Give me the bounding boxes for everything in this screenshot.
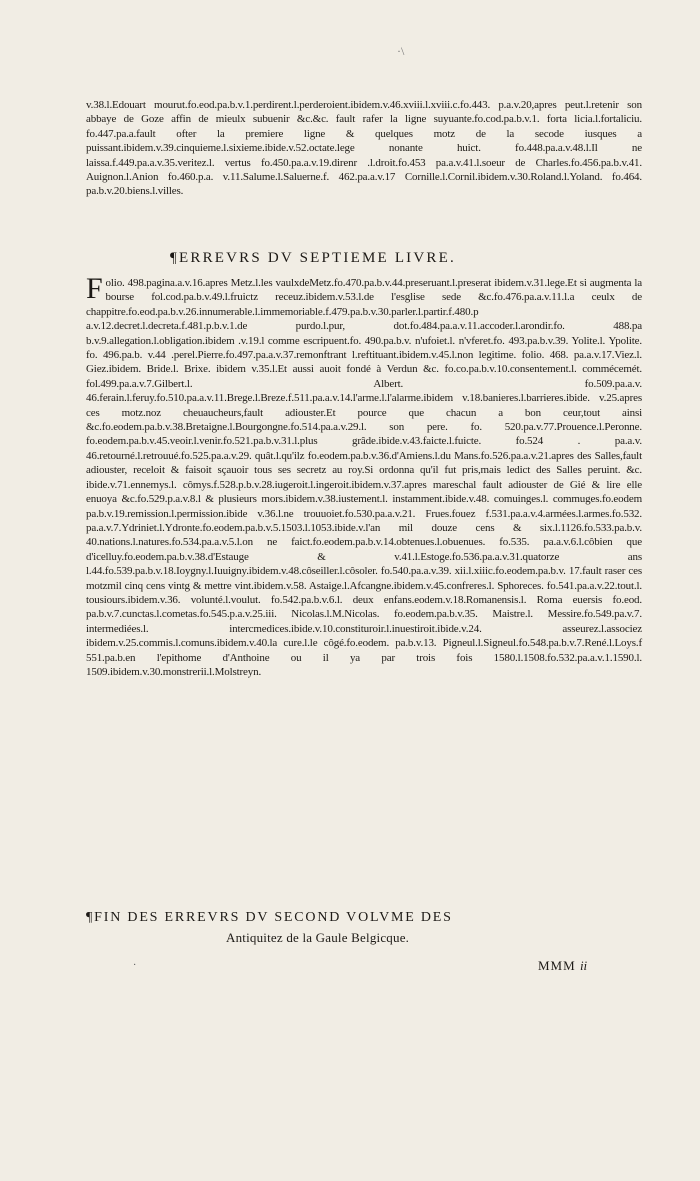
closing-subtitle: Antiquitez de la Gaule Belgicque.	[226, 930, 410, 945]
errata-section-seventh-book	[86, 272, 642, 679]
printer-signature	[538, 958, 587, 974]
errata-text-seventh-book: olio. 498.pagina.a.v.16.apres Metz.l.les vaulxdeMetz.fo.470.pa.b.v.44.preseruant.l.preserat ibidem.v.31.lege.Et si augmenta la bourse fol.cod.pa.b.v.49.l.fruictz receuz.ibidem.v.53.l.de l'esglise sede &c.fo.476.pa.a.v.11.l.a ceulx de chappitre.fo.eod.pa.b.v.26.innumerable.l.immemoriable.f.479.pa.b.v.30.parler.l.partir.f.480.p a.v.12.decret.l.decreta.f.481.p.b.v.1.de purdo.l.pur, dot.fo.484.pa.a.v.11.accoder.l.arondir.fo. 488.pa b.v.9.allegation.l.obligation.ibidem .v.19.l comme escripuent.fo. 490.pa.b.v. n'ufoiet.l. n'vferet.fo. 493.pa.b.v.39. Yolite.l. Ypolite. fo. 496.pa.b. v.44 .perel.Pierre.fo.497.pa.a.v.37.remonftrant l.reftituant.ibidem.v.45.l.non legitime. folio. 468. pa.a.v.17.Viez.l. Giez.ibidem. Bride.l. Brixe. ibidem v.35.l.Et aussi auoit fondé à Verdun &c. fo.co.pa.b.v.10.consentement.l. commécemét. fol.499.pa.a.v.7.Gilbert.l. Albert. fo.509.pa.a.v. 46.ferain.l.feruy.fo.510.pa.a.v.11.Brege.l.Breze.f.511.pa.a.v.14.l'arme.l.l'alarme.ibidem v.18.banieres.l.barrieres.ibide. v.25.apres ces motz.noz cheuaucheurs,fault adiouster.Et pource que chacun a bon ceur,tout ainsi &c.fo.eodem.pa.b.v.38.Bretaigne.l.Bourgongne.fo.514.pa.a.v.29.l. son pere. fo. 520.pa.v.77.Prouence.l.Peronne. fo.eodem.pa.b.v.45.veoir.l.venir.fo.521.pa.b.v.31.l.plus grâde.ibide.v.43.faicte.l.fuicte. fo.524 . pa.a.v. 46.retourné.l.retrouué.fo.525.pa.a.v.29. quât.l.qu'ilz fo.eodem.pa.b.v.36.d'Amiens.l.du Mans.fo.526.pa.a.v.21.apres des Salles,fault adiouster, receloit & faisoit sçauoir tous ses secretz au roy.Si ordonna qu'il fut pris,mais ledict des Salles peruint. &c. ibide.v.71.ennemys.l. cômys.f.528.p.b.v.28.iugeroit.l.ingeroit.ibidem.v.37.apres mareschal fault adiouster de Gié & lire elle enuoya &c.fo.529.p.a.v.8.l & plusieurs mors.ibidem.v.38.iustement.l. instamment.ibide.v.48. comuinges.l. commuges.fo.eodem pa.b.v.19.remission.l.permission.ibide v.36.l.ne trouuoiet.fo.530.pa.a.v.21. Frues.fouez f.531.pa.a.v.4.armées.l.armes.fo.532. pa.a.v.7.Ydriniet.l.Ydronte.fo.eodem.pa.b.v.5.1503.l.1053.ibide.v.l'an mil douze cens & six.l.1126.fo.533.pa.b.v. 40.nations.l.natures.fo.534.pa.a.v.5.l.on ne faict.fo.eodem.pa.b.v.14.obtenues.l.obuenues. fo.535. pa.a.v.6.l.côbien que d'icelluy.fo.eodem.pa.b.v.38.d'Estauge & v.41.l.Estoge.fo.536.pa.a.v.31.quatorze ans l.44.fo.539.pa.b.v.18.Ioygny.l.Iuuigny.ibidem.v.48.côseiller.l.côsoler. fo.540.pa.a.v.39. xii.l.xiiic.fo.eodem.pa.b.v. 17.fault raser ces motzmil cinq cens vintg & mettre vint.ibidem.v.58. Astaige.l.Afcangne.ibidem.v.45.confreres.l. Sphoreces. fo.541.pa.a.v.22.tout.l. tousiours.ibidem.v.36. volunté.l.voulut. fo.542.pa.b.v.6.l. deux enfans.eodem.v.18.Romanensis.l. Roma euersis fo.eod. pa.b.v.7.cunctas.l.cometas.fo.545.p.a.v.25.iii. Nicolas.l.M.Nicolas. fo.eodem.pa.b.v.35. Maistre.l. Messire.fo.549.pa.v.7. intermediées.l. intercmedices.ibide.v.10.constituroir.l.inuestiroit.ibide.v.24. asseurez.l.associez ibidem.v.25.commis.l.comuns.ibidem.v.40.la cure.l.le côgé.fo.eodem. pa.b.v.13. Pigneul.l.Signeul.fo.548.pa.b.v.7.René.l.Loys.f 551.pa.b.en l'epithome d'Anthoine ou il ya par trois fois 1580.l.1508.fo.532.pa.a.v.1.1590.l. 1509.ibidem.v.30.monstrerii.l.Molstreyn.	[86, 277, 642, 678]
bottom-mark: ·	[133, 960, 137, 971]
closing-line: ¶FIN DES ERREVRS DV SECOND VOLVME DES	[86, 910, 453, 925]
errata-section-previous-book	[86, 98, 642, 199]
errata-text-previous-book: v.38.l.Edouart mourut.fo.eod.pa.b.v.1.perdirent.l.perderoient.ibidem.v.46.xviii.l.xviii.c.fo.443. p.a.v.20,apres peut.l.retenir son abbaye de Goze affin de mieulx subuenir &c.&c. fault rafer la ligne suyuante.fo.cod.pa.b.v.1. forta licia.l.fortaliciu. fo.447.pa.a.fault ofter la premiere ligne & quelques motz de la secode iusques a puissant.ibidem.v.39.cinquieme.l.sixieme.ibide.v.52.octate.lege nonante huict. fo.448.pa.a.v.48.l.Il ne laissa.f.449.pa.a.v.35.veritez.l. vertus fo.450.pa.a.v.19.direnr .l.droit.fo.453 pa.a.v.41.l.soeur de Charles.fo.456.pa.b.v.41. Auignon.l.Anion fo.460.p.a. v.11.Salume.l.Saluerne.f. 462.pa.a.v.17 Cornille.l.Cornil.ibidem.v.30.Roland.l.Yoland. fo.464. pa.b.v.20.biens.l.villes.	[86, 99, 642, 198]
top-mark: ·\	[397, 44, 405, 58]
drop-initial: F	[86, 272, 103, 305]
signature-italic: ii	[579, 958, 588, 973]
signature-caps: MMM	[538, 958, 576, 973]
section-heading: ¶ERREVRS DV SEPTIEME LIVRE.	[170, 250, 456, 266]
